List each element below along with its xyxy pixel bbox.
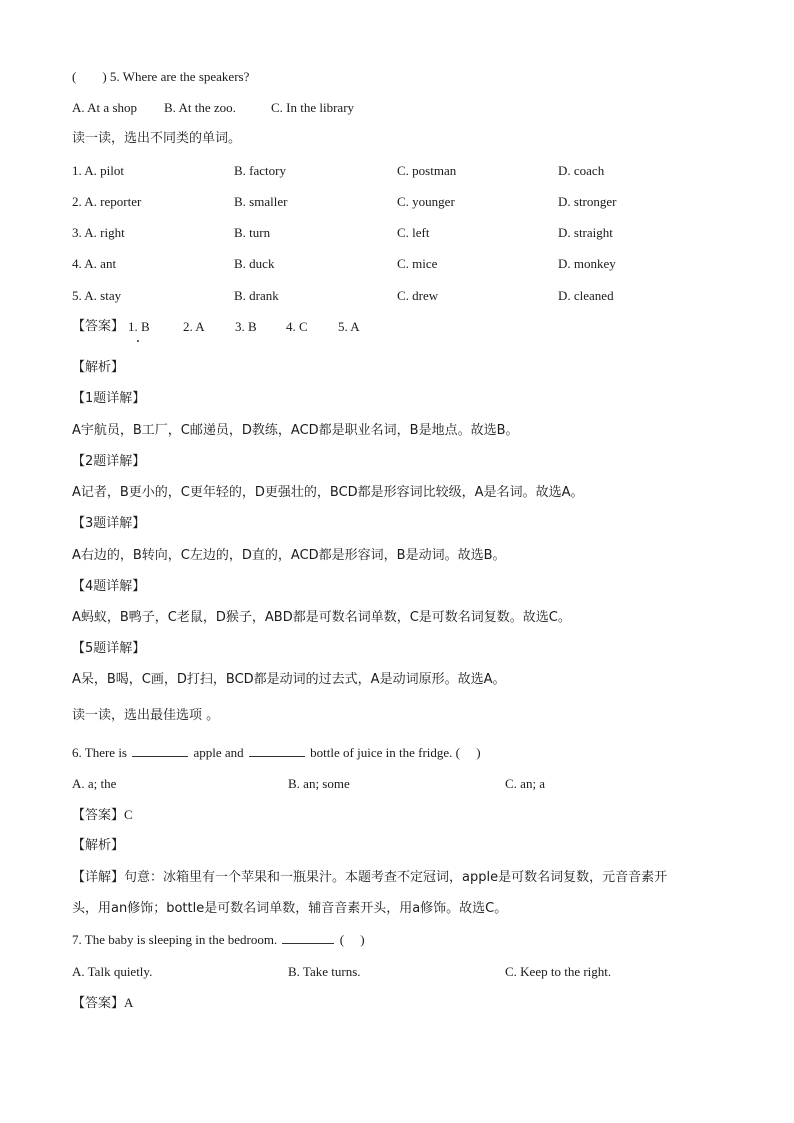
q7-answer xyxy=(72,994,133,1013)
word-option: C. mice xyxy=(397,256,438,271)
word-option: 3. A. right xyxy=(72,225,125,240)
q5-option-a: A. At a shop xyxy=(72,100,137,115)
detail-text-2: A记者，B更小的，C更年轻的，D更强壮的，BCD都是形容词比较级，A是名词。故选A。 xyxy=(72,485,584,500)
q7-option-c: C. Keep to the right. xyxy=(505,964,612,979)
q7-text-part1: 7. The baby is sleeping in the bedroom. xyxy=(72,932,278,947)
answer-item: 4. C xyxy=(286,319,308,334)
detail-text-1: A宇航员，B工厂，C邮递员，D教练，ACD都是职业名词，B是地点。故选B。 xyxy=(72,423,519,438)
question-7 xyxy=(72,931,365,949)
answer-tag: 【答案】 xyxy=(72,808,125,823)
question-5 xyxy=(72,68,249,86)
q6-detail-line1 xyxy=(72,869,667,887)
detail-text-4: A蚂蚁，B鸭子，C老鼠，D猴子，ABD都是可数名词单数，C是可数名词复数。故选C。 xyxy=(72,610,571,625)
answer-tag: 【答案】 xyxy=(72,996,125,1011)
word-option: B. duck xyxy=(234,256,275,271)
word-option: B. drank xyxy=(234,288,279,303)
section-title: 读一读，选出不同类的单词。 xyxy=(72,131,242,146)
answer-item: 2. A xyxy=(183,319,205,334)
q6-text-part3: bottle of juice in the fridge. ( ) xyxy=(310,745,481,760)
word-option: D. monkey xyxy=(558,256,616,271)
question-text: 5. Where are the speakers? xyxy=(109,69,250,84)
q6-text-part1: 6. There is xyxy=(72,745,127,760)
section-title-2: 读一读，选出最佳选项 。 xyxy=(72,708,220,723)
detail-text-5: A呆，B喝，C画，D打扫，BCD都是动词的过去式，A是动词原形。故选A。 xyxy=(72,672,506,687)
word-option: B. factory xyxy=(234,163,286,178)
word-option: D. straight xyxy=(558,225,613,240)
q6-text-part2: apple and xyxy=(193,745,244,760)
q6-answer xyxy=(72,806,133,825)
word-option: 4. A. ant xyxy=(72,256,117,271)
q6-option-b: B. an; some xyxy=(288,776,350,791)
answer-value: C xyxy=(124,807,133,822)
word-option: B. smaller xyxy=(234,194,288,209)
word-option: D. coach xyxy=(558,163,605,178)
detail-tag-1: 【1题详解】 xyxy=(72,391,146,406)
question-6 xyxy=(72,744,481,762)
detail-tag-5: 【5题详解】 xyxy=(72,641,146,656)
analysis-tag: 【解析】 xyxy=(72,838,125,853)
word-option: D. stronger xyxy=(558,194,617,209)
q5-option-b: B. At the zoo. xyxy=(164,100,236,115)
answer-item: 3. B xyxy=(235,319,257,334)
analysis-tag: 【解析】 xyxy=(72,360,125,375)
detail-tag-3: 【3题详解】 xyxy=(72,516,146,531)
word-option: B. turn xyxy=(234,225,271,240)
detail-tag-4: 【4题详解】 xyxy=(72,579,146,594)
q7-option-a: A. Talk quietly. xyxy=(72,964,153,979)
word-option: C. younger xyxy=(397,194,455,209)
word-option: 1. A. pilot xyxy=(72,163,125,178)
word-option: C. postman xyxy=(397,163,457,178)
detail-text: 句意：冰箱里有一个苹果和一瓶果汁。本题考查不定冠词，apple是可数名词复数，元音音素开 xyxy=(124,870,668,885)
word-option: 5. A. stay xyxy=(72,288,122,303)
detail-text-3: A右边的，B转向，C左边的，D直的，ACD都是形容词，B是动词。故选B。 xyxy=(72,548,506,563)
answer-item: 5. A xyxy=(338,319,360,334)
q6-option-a: A. a; the xyxy=(72,776,117,791)
q6-option-c: C. an; a xyxy=(505,776,546,791)
detail-tag-2: 【2题详解】 xyxy=(72,454,146,469)
fill-blank[interactable] xyxy=(282,932,334,944)
word-option: 2. A. reporter xyxy=(72,194,142,209)
q7-text-part2: ( ) xyxy=(339,932,365,947)
answer-value: A xyxy=(124,995,134,1010)
fill-blank[interactable] xyxy=(132,745,188,757)
answer-item: 1. B xyxy=(128,319,150,334)
fill-blank[interactable] xyxy=(249,745,305,757)
q7-option-b: B. Take turns. xyxy=(288,964,361,979)
word-option: C. drew xyxy=(397,288,439,303)
word-option: D. cleaned xyxy=(558,288,614,303)
detail-tag: 【详解】 xyxy=(72,870,125,885)
answer-tag: 【答案】 xyxy=(72,319,125,334)
q6-detail-line2: 头，用an修饰；bottle是可数名词单数，辅音音素开头，用a修饰。故选C。 xyxy=(72,901,508,916)
word-option: C. left xyxy=(397,225,430,240)
dot-mark xyxy=(137,340,139,342)
answer-paren: ( ) xyxy=(72,69,107,84)
q5-option-c: C. In the library xyxy=(271,100,355,115)
